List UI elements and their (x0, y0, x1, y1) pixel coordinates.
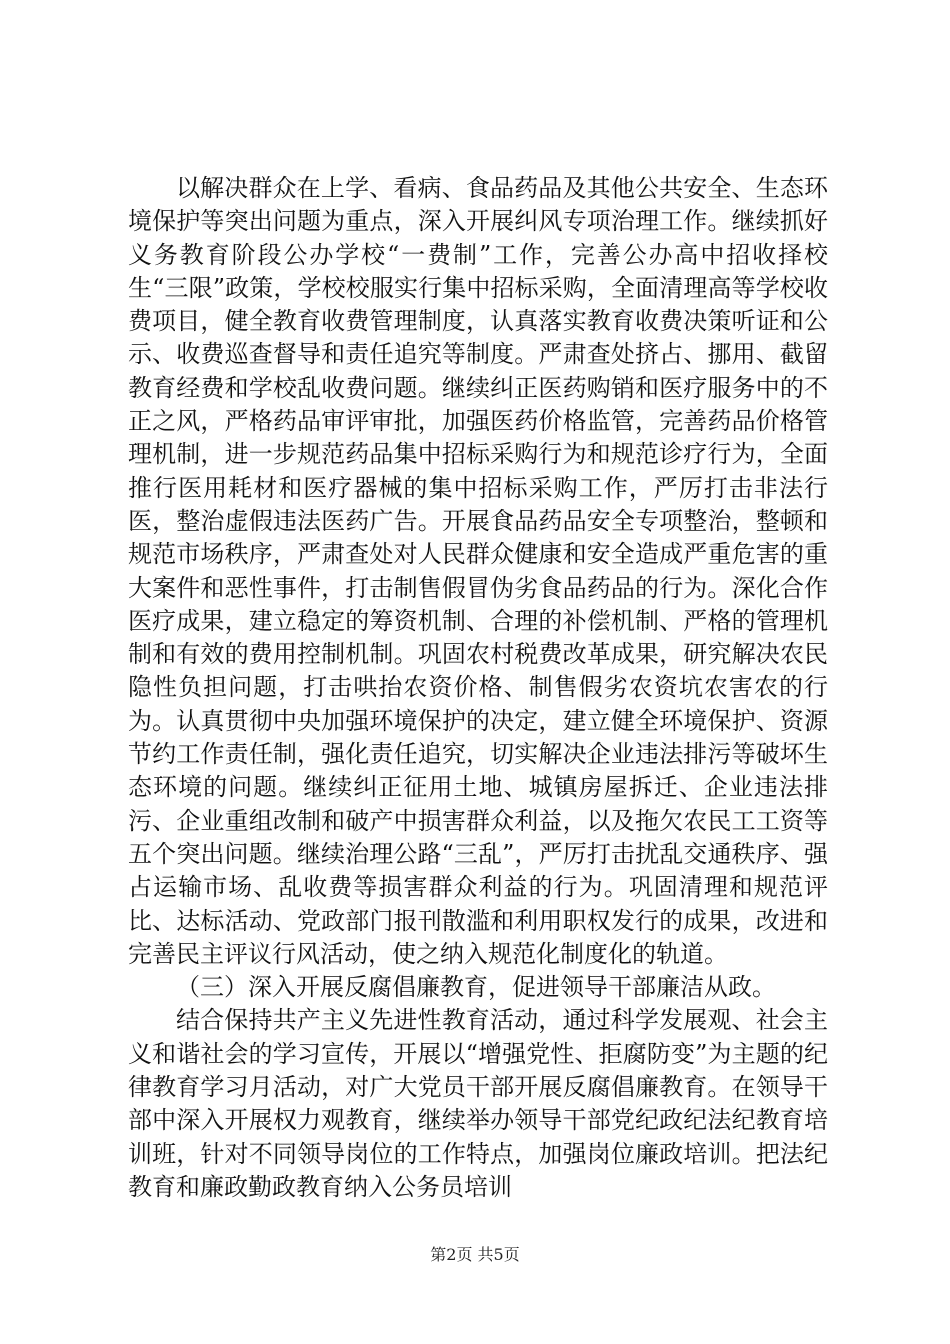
section-heading-3: （三）深入开展反腐倡廉教育，促进领导干部廉洁从政。 (176, 973, 776, 1002)
paragraph-integrity-education: 结合保持共产主义先进性教育活动，通过科学发展观、社会主义和谐社会的学习宣传，开展以“增强党性、拒腐防变”为主题的纪律教育学习月活动，对广大党员干部开展反腐倡廉教育。在领导干部中深入开展权力观教育，继续举办领导干部党纪政纪法纪教育培训班，针对不同领导岗位的工作特点，加强岗位廉政培训。把法纪教育和廉政勤政教育纳入公务员培训 (128, 1006, 828, 1201)
page-footer: 第2页 共5页 (430, 1245, 520, 1264)
document-body (128, 172, 828, 1204)
paragraph-anti-corruption-rectification: 以解决群众在上学、看病、食品药品及其他公共安全、生态环境保护等突出问题为重点，深入开展纠风专项治理工作。继续抓好义务教育阶段公办学校“一费制”工作，完善公办高中招收择校生“三限”政策，学校校服实行集中招标采购，全面清理高等学校收费项目，健全教育收费管理制度，认真落实教育收费决策听证和公示、收费巡查督导和责任追究等制度。严肃查处挤占、挪用、截留教育经费和学校乱收费问题。继续纠正医药购销和医疗服务中的不正之风，严格药品审评审批，加强医药价格监管，完善药品价格管理机制，进一步规范药品集中招标采购行为和规范诊疗行为，全面推行医用耗材和医疗器械的集中招标采购工作，严厉打击非法行医，整治虚假违法医药广告。开展食品药品安全专项整治，整顿和规范市场秩序，严肃查处对人民群众健康和安全造成严重危害的重大案件和恶性事件，打击制售假冒伪劣食品药品的行为。深化合作医疗成果，建立稳定的筹资机制、合理的补偿机制、严格的管理机制和有效的费用控制机制。巩固农村税费改革成果，研究解决农民隐性负担问题，打击哄抬农资价格、制售假劣农资坑农害农的行为。认真贯彻中央加强环境保护的决定，建立健全环境保护、资源节约工作责任制，强化责任追究，切实解决企业违法排污等破坏生态环境的问题。继续纠正征用土地、城镇房屋拆迁、企业违法排污、企业重组改制和破产中损害群众利益，以及拖欠农民工工资等五个突出问题。继续治理公路“三乱”，严厉打击扰乱交通秩序、强占运输市场、乱收费等损害群众利益的行为。巩固清理和规范评比、达标活动、党政部门报刊散滥和利用职权发行的成果，改进和完善民主评议行风活动，使之纳入规范化制度化的轨道。 (128, 174, 828, 968)
